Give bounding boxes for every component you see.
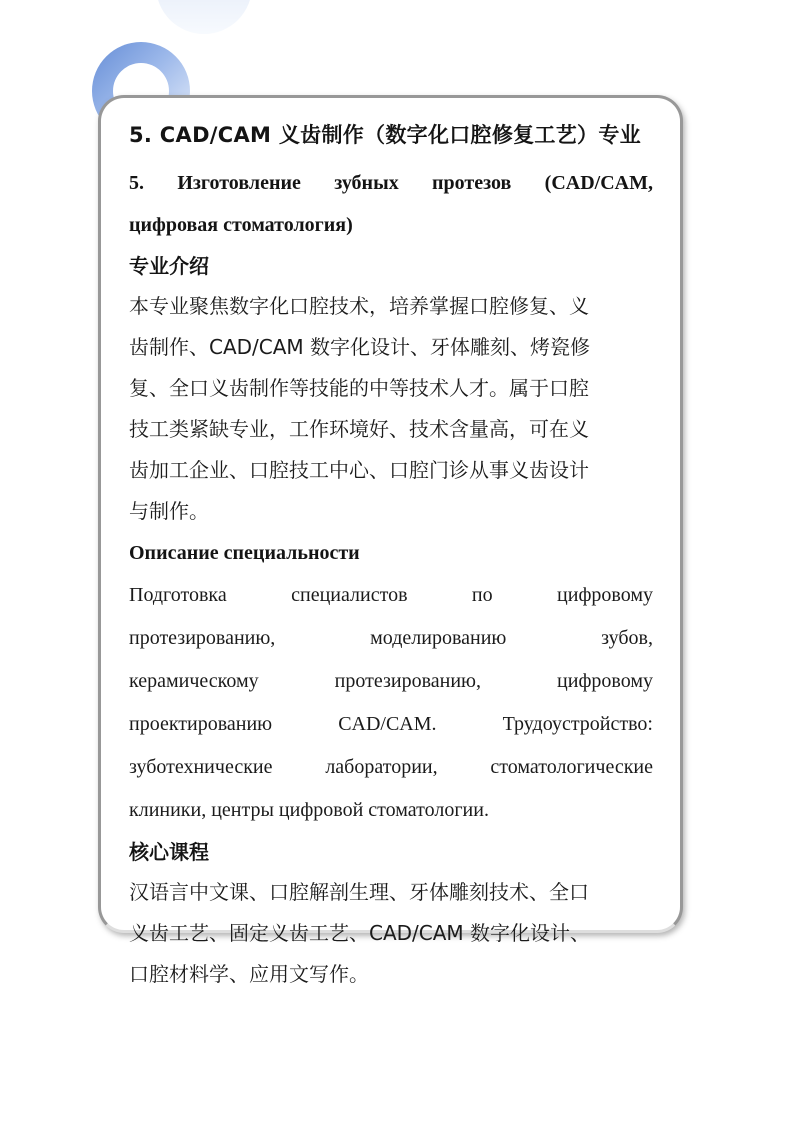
section-heading-intro-zh: 专业介绍	[129, 254, 209, 278]
program-title-ru: 5. Изготовление зубных протезов (CAD/CAM, цифровая стоматология)	[129, 172, 653, 236]
decorative-half-circle	[156, 0, 252, 34]
section-heading-courses-zh: 核心课程	[129, 840, 209, 864]
core-courses-zh: 汉语言中文课、口腔解剖生理、牙体雕刻技术、全口 义齿工艺、固定义齿工艺、CAD/CAM 数字化设计、 口腔材料学、应用文写作。	[129, 880, 591, 986]
card-content	[129, 114, 653, 995]
program-title-zh: 5. CAD/CAM 义齿制作（数字化口腔修复工艺）专业	[129, 123, 641, 147]
section-heading-description-ru: Описание специальности	[129, 542, 360, 564]
program-intro-zh: 本专业聚焦数字化口腔技术，培养掌握口腔修复、义 齿制作、CAD/CAM 数字化设计、牙体雕刻、烤瓷修 复、全口义齿制作等技能的中等技术人才。属于口腔 技工类紧缺专业，工作环境好、技术含量高，可在义 齿加工企业、口腔技工中心、口腔门诊从事义齿设计 与制作。	[129, 294, 591, 523]
program-description-ru: Подготовка специалистов по цифровому протезированию, моделированию зубов, керамическому протезированию, цифровому проектированию CAD/CAM. Трудоустройство: зуботехнические лаборатории, стоматологические клиники, центры цифровой стоматологии.	[129, 584, 653, 821]
